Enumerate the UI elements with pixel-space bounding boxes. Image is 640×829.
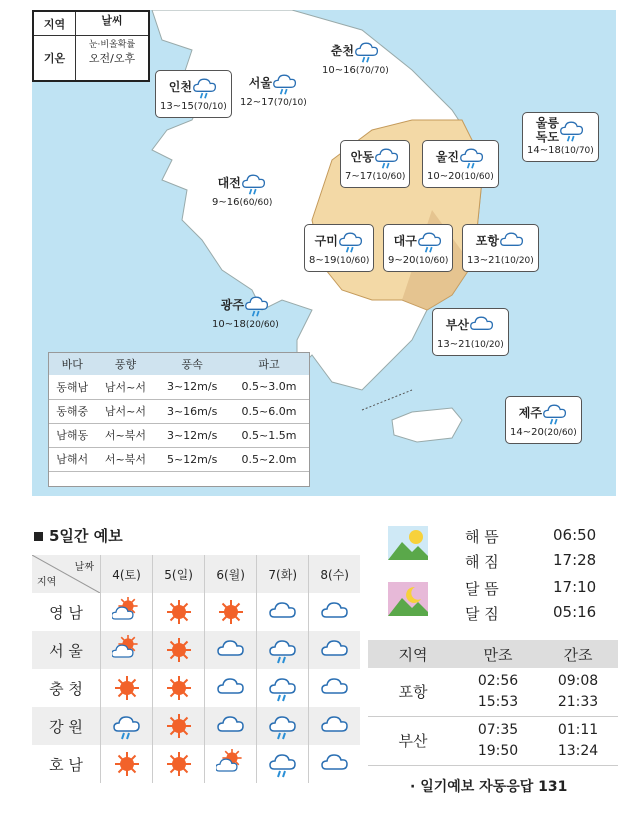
cloud-rain-icon bbox=[244, 292, 270, 318]
forecast-cell bbox=[153, 593, 205, 631]
cloud-rain-icon bbox=[338, 228, 364, 254]
legend-ampm: 오전/오후 bbox=[88, 52, 136, 65]
temp-range: 14~18 bbox=[527, 145, 561, 156]
city-temp bbox=[345, 170, 405, 184]
forecast-cell bbox=[257, 593, 309, 631]
tide-region: 포항 bbox=[398, 683, 428, 701]
temp-range: 10~16 bbox=[322, 65, 356, 76]
cloud-rain-icon bbox=[542, 400, 568, 426]
sunset-label: 해 짐 bbox=[465, 553, 499, 571]
tide-time: 15:53 bbox=[477, 694, 519, 710]
city-name: 부산 bbox=[445, 318, 469, 332]
city-temp bbox=[427, 170, 494, 184]
five-day-forecast bbox=[32, 525, 360, 774]
temp-range: 8~19 bbox=[309, 255, 337, 266]
sea-cell: 0.5~1.5m bbox=[229, 423, 309, 447]
cloud-rain-icon bbox=[268, 635, 298, 665]
cloud-rain-icon bbox=[459, 144, 485, 170]
forecast-title: 5일간 예보 bbox=[34, 525, 360, 546]
forecast-region: 서 울 bbox=[32, 631, 101, 669]
sun-icon bbox=[164, 597, 194, 627]
city-label bbox=[383, 224, 453, 272]
city-name: 구미 bbox=[314, 234, 338, 248]
cloud-icon bbox=[320, 635, 350, 665]
sea-cell: 남서~서 bbox=[96, 399, 156, 423]
forecast-region: 충 청 bbox=[49, 679, 83, 698]
forecast-cell bbox=[101, 707, 153, 745]
forecast-day: 5(일) bbox=[153, 555, 205, 593]
forecast-cell bbox=[309, 631, 360, 669]
sea-cell: 3~12m/s bbox=[155, 375, 228, 399]
precip-prob: (20/60) bbox=[245, 320, 279, 330]
city-name: 대전 bbox=[217, 176, 241, 190]
sun-icon bbox=[164, 673, 194, 703]
tide-high bbox=[458, 671, 538, 713]
sea-row bbox=[49, 399, 309, 423]
sunrise-label: 해 뜸 bbox=[465, 528, 499, 546]
legend-region: 지역 bbox=[34, 12, 76, 35]
city-name: 춘천 bbox=[330, 44, 354, 58]
city-temp bbox=[467, 254, 534, 268]
forecast-cell bbox=[309, 745, 360, 783]
city-label bbox=[322, 38, 389, 78]
city-label bbox=[155, 70, 232, 118]
city-name: 광주 bbox=[220, 298, 244, 312]
forecast-region: 호 남 bbox=[49, 755, 83, 774]
temp-range: 13~21 bbox=[437, 339, 471, 350]
sea-cell: 남서~서 bbox=[96, 375, 156, 399]
forecast-cell bbox=[309, 669, 360, 707]
tide-row bbox=[368, 717, 618, 766]
temp-range: 13~21 bbox=[467, 255, 501, 266]
sun-icon bbox=[112, 673, 142, 703]
city-temp bbox=[322, 64, 389, 78]
sun-cloud-icon bbox=[112, 597, 142, 627]
city-name: 서울 bbox=[248, 76, 272, 90]
sunrise-time: 06:50 bbox=[553, 526, 597, 544]
sea-cell: 서~북서 bbox=[96, 447, 156, 471]
sea-cell: 서~북서 bbox=[96, 423, 156, 447]
precip-prob: (10/60) bbox=[460, 172, 494, 182]
sun-mountain-icon bbox=[388, 526, 428, 560]
city-temp bbox=[160, 100, 227, 114]
temp-range: 10~20 bbox=[427, 171, 461, 182]
cloud-rain-icon bbox=[112, 711, 142, 741]
precip-prob: (20/60) bbox=[543, 428, 577, 438]
city-label bbox=[240, 70, 307, 110]
legend-temp: 기온 bbox=[34, 36, 76, 80]
temp-range: 9~20 bbox=[388, 255, 416, 266]
forecast-row bbox=[32, 745, 360, 783]
precip-prob: (10/60) bbox=[415, 256, 449, 266]
forecast-cell bbox=[101, 669, 153, 707]
sea-header: 풍속 bbox=[155, 353, 228, 375]
forecast-row bbox=[32, 631, 360, 669]
sun-cloud-icon bbox=[112, 635, 142, 665]
forecast-table bbox=[32, 555, 360, 783]
city-label bbox=[505, 396, 582, 444]
forecast-day: 8(수) bbox=[309, 555, 360, 593]
sea-row bbox=[49, 447, 309, 471]
moonset-label: 달 짐 bbox=[465, 605, 499, 623]
sea-header: 파고 bbox=[229, 353, 309, 375]
city-temp bbox=[240, 96, 307, 110]
sun-icon bbox=[164, 749, 194, 779]
temp-range: 10~18 bbox=[212, 319, 246, 330]
forecast-region: 강 원 bbox=[32, 707, 101, 745]
forecast-corner bbox=[32, 555, 100, 593]
precip-prob: (10/60) bbox=[336, 256, 370, 266]
forecast-cell bbox=[257, 745, 309, 783]
forecast-region: 영 남 bbox=[49, 603, 83, 622]
city-temp bbox=[437, 338, 504, 352]
city-name: 안동 bbox=[350, 150, 374, 164]
city-name: 대구 bbox=[393, 234, 417, 248]
precip-prob: (10/70) bbox=[560, 146, 594, 156]
forecast-cell bbox=[205, 669, 257, 707]
tide-high bbox=[458, 720, 538, 762]
cloud-rain-icon bbox=[268, 673, 298, 703]
sea-cell: 5~12m/s bbox=[155, 447, 228, 471]
city-temp bbox=[388, 254, 448, 268]
cloud-rain-icon bbox=[268, 749, 298, 779]
corner-region: 지역 bbox=[37, 577, 57, 588]
cloud-icon bbox=[216, 673, 246, 703]
corner-date: 날짜 bbox=[74, 562, 94, 573]
map-legend bbox=[32, 10, 150, 82]
forecast-cell bbox=[101, 745, 153, 783]
cloud-rain-icon bbox=[417, 228, 443, 254]
sun-cloud-icon bbox=[216, 749, 246, 779]
sunset-time: 17:28 bbox=[553, 551, 597, 569]
forecast-day: 6(월) bbox=[205, 555, 257, 593]
tide-low bbox=[538, 671, 618, 713]
cloud-icon bbox=[216, 711, 246, 741]
forecast-row bbox=[32, 593, 360, 631]
precip-prob: (10/20) bbox=[470, 340, 504, 350]
sea-cell: 남해서 bbox=[49, 447, 96, 471]
sea-cell: 남해동 bbox=[49, 423, 96, 447]
precip-prob: (70/70) bbox=[355, 66, 389, 76]
tide-time: 19:50 bbox=[477, 743, 519, 759]
tide-time: 02:56 bbox=[477, 673, 519, 689]
city-label bbox=[212, 292, 279, 332]
cloud-rain-icon bbox=[374, 144, 400, 170]
forecast-cell bbox=[153, 669, 205, 707]
forecast-row bbox=[32, 669, 360, 707]
forecast-day: 7(화) bbox=[257, 555, 309, 593]
city-label bbox=[462, 224, 539, 272]
forecast-cell bbox=[309, 593, 360, 631]
sea-cell: 3~16m/s bbox=[155, 399, 228, 423]
sea-cell: 동해중 bbox=[49, 399, 96, 423]
tide-low bbox=[538, 720, 618, 762]
tide-time: 01:11 bbox=[557, 722, 599, 738]
sea-cell: 동해남 bbox=[49, 375, 96, 399]
sea-row bbox=[49, 375, 309, 399]
cloud-rain-icon bbox=[268, 711, 298, 741]
sea-cell: 0.5~6.0m bbox=[229, 399, 309, 423]
sea-table bbox=[48, 352, 310, 487]
cloud-icon bbox=[499, 228, 525, 254]
sea-row bbox=[49, 423, 309, 447]
sea-cell: 0.5~3.0m bbox=[229, 375, 309, 399]
auto-reply-note: · 일기예보 자동응답 131 bbox=[410, 779, 568, 795]
sun-icon bbox=[216, 597, 246, 627]
forecast-cell bbox=[257, 631, 309, 669]
forecast-cell bbox=[309, 707, 360, 745]
forecast-row bbox=[32, 707, 360, 745]
cloud-rain-icon bbox=[272, 70, 298, 96]
cloud-icon bbox=[320, 673, 350, 703]
tide-time: 07:35 bbox=[477, 722, 519, 738]
city-label bbox=[432, 308, 509, 356]
city-name: 포항 bbox=[475, 234, 499, 248]
tide-header: 지역 bbox=[398, 645, 428, 664]
legend-weather: 날씨 bbox=[101, 14, 123, 27]
forecast-cell bbox=[205, 593, 257, 631]
cloud-rain-icon bbox=[559, 117, 585, 143]
temp-range: 9~16 bbox=[212, 197, 240, 208]
moonrise-label: 달 뜸 bbox=[465, 580, 499, 598]
city-name: 제주 bbox=[518, 406, 542, 420]
city-label bbox=[212, 170, 272, 210]
tide-time: 21:33 bbox=[557, 694, 599, 710]
sun-icon bbox=[164, 711, 194, 741]
cloud-rain-icon bbox=[241, 170, 267, 196]
sea-cell: 0.5~2.0m bbox=[229, 447, 309, 471]
tide-time: 13:24 bbox=[557, 743, 599, 759]
cloud-rain-icon bbox=[192, 74, 218, 100]
forecast-day: 4(토) bbox=[101, 555, 153, 593]
forecast-cell bbox=[153, 745, 205, 783]
city-temp bbox=[212, 318, 279, 332]
tide-time: 09:08 bbox=[557, 673, 599, 689]
precip-prob: (70/10) bbox=[193, 102, 227, 112]
city-label bbox=[340, 140, 410, 188]
tide-region: 부산 bbox=[398, 732, 428, 750]
cloud-rain-icon bbox=[354, 38, 380, 64]
tide-header: 간조 bbox=[563, 645, 593, 664]
sun-icon bbox=[164, 635, 194, 665]
sea-cell: 3~12m/s bbox=[155, 423, 228, 447]
temp-range: 12~17 bbox=[240, 97, 274, 108]
city-label bbox=[422, 140, 499, 188]
forecast-cell bbox=[101, 593, 153, 631]
precip-prob: (70/10) bbox=[273, 98, 307, 108]
city-label bbox=[304, 224, 374, 272]
cloud-icon bbox=[320, 711, 350, 741]
temp-range: 14~20 bbox=[510, 427, 544, 438]
cloud-icon bbox=[216, 635, 246, 665]
city-name: 울진 bbox=[435, 150, 459, 164]
forecast-cell bbox=[257, 669, 309, 707]
cloud-icon bbox=[469, 312, 495, 338]
tide-row bbox=[368, 668, 618, 717]
sea-header: 바다 bbox=[49, 353, 96, 375]
cloud-icon bbox=[320, 749, 350, 779]
forecast-cell bbox=[101, 631, 153, 669]
tide-table bbox=[368, 640, 618, 766]
sea-header: 풍향 bbox=[96, 353, 156, 375]
city-temp bbox=[309, 254, 369, 268]
city-temp bbox=[527, 144, 594, 158]
city-label bbox=[522, 112, 599, 162]
moonrise-time: 17:10 bbox=[553, 578, 597, 596]
city-temp bbox=[510, 426, 577, 440]
cloud-icon bbox=[320, 597, 350, 627]
forecast-cell bbox=[153, 631, 205, 669]
cloud-icon bbox=[268, 597, 298, 627]
forecast-cell bbox=[153, 707, 205, 745]
precip-prob: (60/60) bbox=[239, 198, 273, 208]
tide-header: 만조 bbox=[483, 645, 513, 664]
city-name: 울릉 독도 bbox=[535, 116, 559, 144]
forecast-cell bbox=[205, 707, 257, 745]
legend-precip: 눈·비올확률 bbox=[88, 40, 136, 50]
moon-mountain-icon bbox=[388, 582, 428, 616]
precip-prob: (10/20) bbox=[500, 256, 534, 266]
sun-icon bbox=[112, 749, 142, 779]
forecast-cell bbox=[205, 745, 257, 783]
temp-range: 7~17 bbox=[345, 171, 373, 182]
city-name: 인천 bbox=[168, 80, 192, 94]
moonset-time: 05:16 bbox=[553, 603, 597, 621]
precip-prob: (10/60) bbox=[372, 172, 406, 182]
temp-range: 13~15 bbox=[160, 101, 194, 112]
forecast-cell bbox=[257, 707, 309, 745]
city-temp bbox=[212, 196, 272, 210]
forecast-cell bbox=[205, 631, 257, 669]
